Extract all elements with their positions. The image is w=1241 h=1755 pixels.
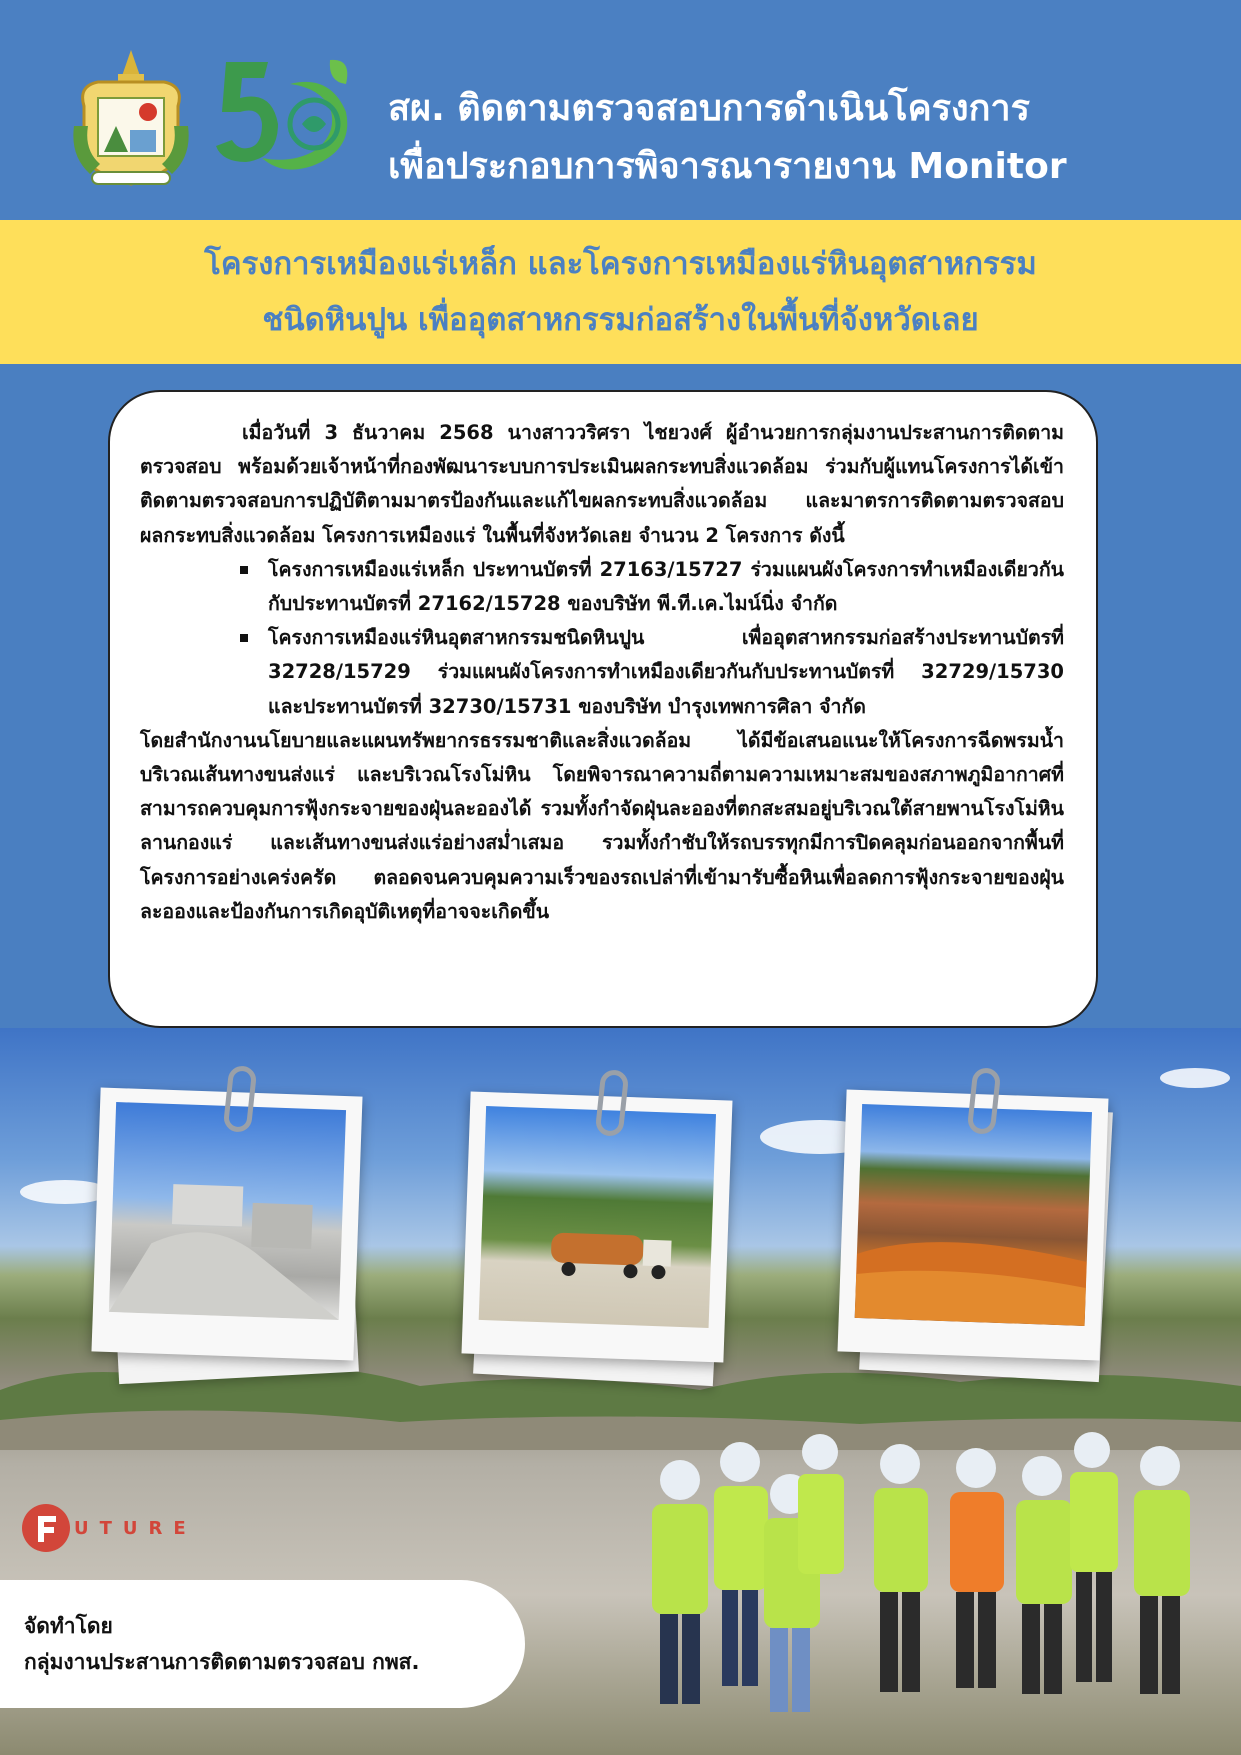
credit-label: จัดทำโดย — [24, 1614, 113, 1638]
bullet-square-icon — [240, 566, 248, 574]
water-truck-drawing — [479, 1106, 716, 1328]
intro-paragraph: เมื่อวันที่ 3 ธันวาคม 2568 นางสาววริศรา ไชยวงศ์ ผู้อำนวยการกลุ่มงานประสานการติดตามตรวจสอบ พร้อมด้วยเจ้าหน้าที่กองพัฒนาระบบการประเมินผลกระทบสิ่งแวดล้อม ร่วมกับผู้แทนโครงการได้เข้าติดตามตรวจสอบการปฏิบัติตามมาตรป้องกันและแก้ไขผลกระทบสิ่งแวดล้อม และมาตรการติดตามตรวจสอบผลกระทบสิ่งแวดล้อม โครงการเหมืองแร่ ในพื้นที่จังหวัดเลย จำนวน 2 โครงการ ดังนี้ — [140, 421, 1064, 547]
content-body — [140, 416, 1064, 929]
cloud-shape — [1160, 1068, 1230, 1088]
page-title-line-1: สผ. ติดตามตรวจสอบการดำเนินโครงการ — [388, 88, 1030, 129]
closing-paragraph: โดยสำนักงานนโยบายและแผนทรัพยากรธรรมชาติและสิ่งแวดล้อม ได้มีข้อเสนอแนะให้โครงการฉีดพรมน้ำบริเวณเส้นทางขนส่งแร่ และบริเวณโรงโม่หิน โดยพิจารณาความถี่ตามความเหมาะสมของสภาพภูมิอากาศที่สามารถควบคุมการฟุ้งกระจายของฝุ่นละอองได้ รวมทั้งกำจัดฝุ่นละอองที่ตกสะสมอยู่บริเวณใต้สายพานโรงโม่หิน ลานกองแร่ และเส้นทางขนส่งแร่อย่างสม่ำเสมอ รวมทั้งกำชับให้รถบรรทุกมีการปิดคลุมก่อนออกจากพื้นที่โครงการอย่างเคร่งครัด ตลอดจนควบคุมความเร็วของรถเปล่าที่เข้ามารับซื้อหินเพื่อลดการฟุ้งกระจายของฝุ่นละอองและป้องกันการเกิดอุบัติเหตุที่อาจจะเกิดขึ้น — [140, 728, 1064, 923]
anniversary-50-logo-icon — [212, 54, 362, 184]
project-title-line-2: ชนิดหินปูน เพื่ออุตสาหกรรมก่อสร้างในพื้นที่จังหวัดเลย — [262, 302, 979, 338]
crusher-plant-photo — [109, 1102, 346, 1320]
photo-frame — [462, 1092, 733, 1363]
page-title — [388, 80, 1228, 196]
list-item-text: โครงการเหมืองแร่เหล็ก ประทานบัตรที่ 27163/15727 ร่วมแผนผังโครงการทำเหมืองเดียวกันกับประทานบัตรที่ 27162/15728 ของบริษัท พี.ที.เค.ไมน์นิ่ง จำกัด — [268, 557, 1064, 616]
project-title — [0, 236, 1241, 348]
iron-mine-pit-photo — [855, 1104, 1092, 1326]
inspection-team-photo — [630, 1420, 1230, 1720]
crusher-plant-drawing — [109, 1102, 346, 1320]
photo-frame — [91, 1088, 362, 1361]
credit-organization: กลุ่มงานประสานการติดตามตรวจสอบ กพส. — [24, 1650, 420, 1674]
list-item — [240, 553, 1064, 621]
ministry-seal-icon — [70, 46, 192, 194]
iron-mine-pit-drawing — [855, 1104, 1092, 1326]
list-item — [240, 621, 1064, 724]
future-logo-letters: UTURE — [74, 1518, 197, 1539]
project-title-line-1: โครงการเหมืองแร่เหล็ก และโครงการเหมืองแร่หินอุตสาหกรรม — [204, 246, 1037, 282]
bullet-square-icon — [240, 634, 248, 642]
team-member-figure — [652, 1460, 708, 1704]
credit-text — [24, 1608, 514, 1680]
page-title-line-2: เพื่อประกอบการพิจารณารายงาน Monitor — [388, 146, 1067, 187]
project-list — [240, 553, 1064, 724]
list-item-text: โครงการเหมืองแร่หินอุตสาหกรรมชนิดหินปูน เพื่ออุตสาหกรรมก่อสร้างประทานบัตรที่ 32728/15729 ร่วมแผนผังโครงการทำเหมืองเดียวกันกับประทานบัตรที่ 32729/15730 และประทานบัตรที่ 32730/15731 ของบริษัท บำรุงเทพการศิลา จำกัด — [268, 626, 1064, 718]
water-truck-photo — [479, 1106, 716, 1328]
